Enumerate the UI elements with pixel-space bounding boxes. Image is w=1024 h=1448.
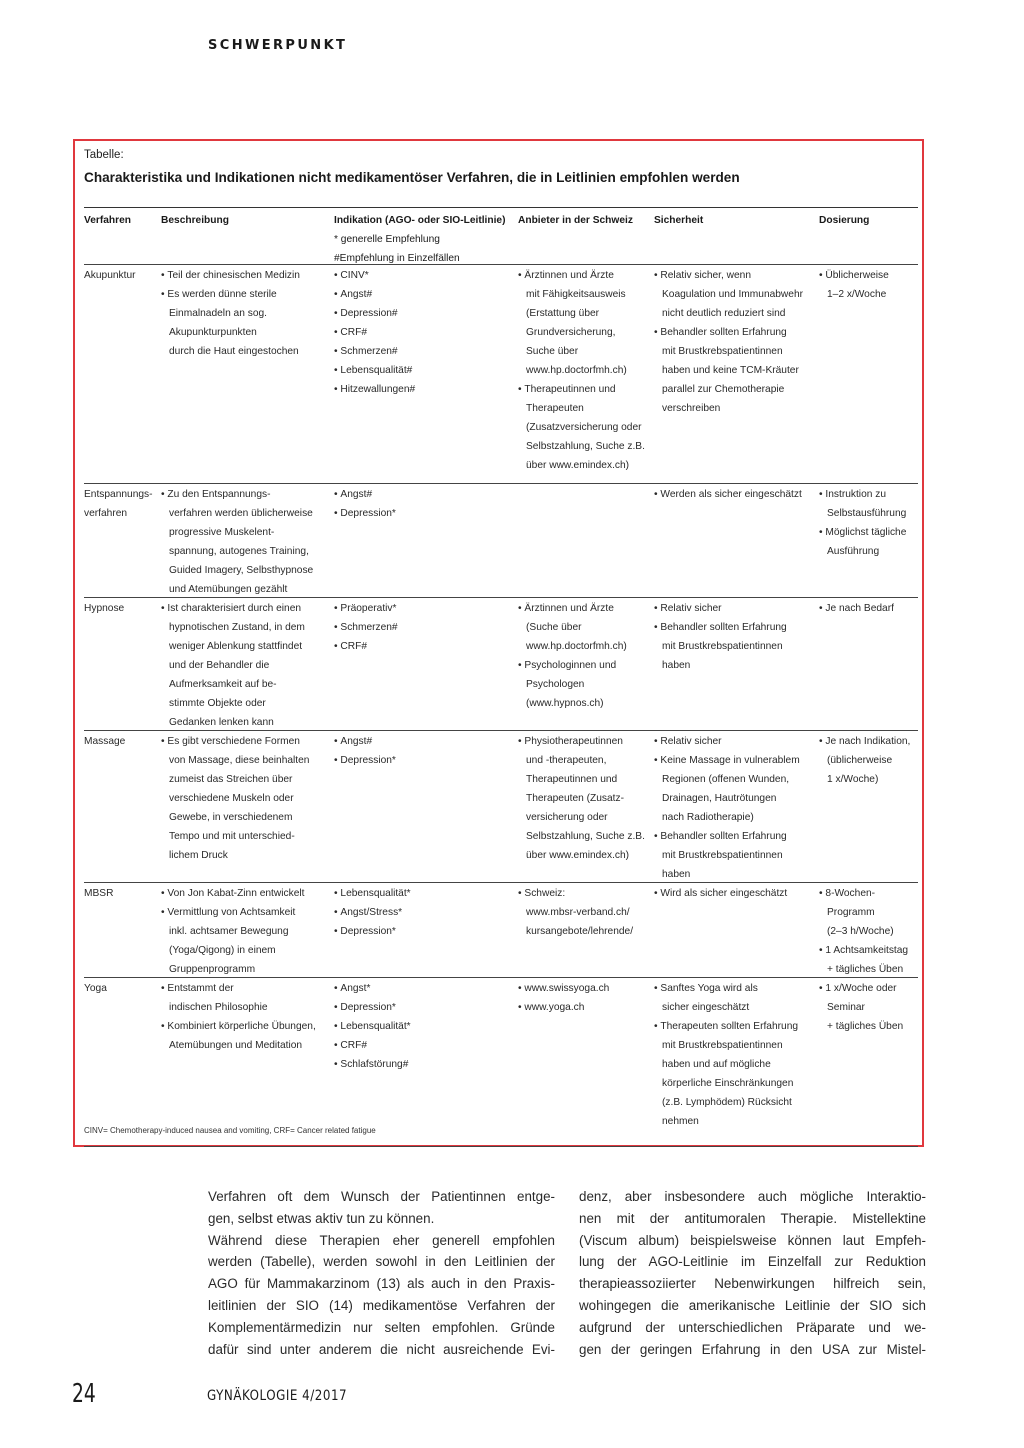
bullet-item bbox=[334, 979, 411, 998]
body-line: wohingegen die amerikanische Leitlinie der SIO sich bbox=[579, 1297, 926, 1313]
bullet-line: (Suche über bbox=[526, 622, 582, 633]
bullet-line: Atemübungen und Meditation bbox=[169, 1040, 303, 1051]
bullet-item bbox=[161, 485, 313, 599]
bullet-line: mit Fähigkeitsausweis bbox=[526, 289, 626, 300]
bullet-line: • CRF# bbox=[334, 323, 415, 342]
bullet-item bbox=[161, 266, 300, 285]
bullet-line: • Teil der chinesischen Medizin bbox=[161, 266, 300, 285]
indikation-note-general: * generelle Empfehlung bbox=[334, 234, 440, 245]
cell-indikation bbox=[334, 485, 396, 523]
bullet-line: • Sanftes Yoga wird als bbox=[654, 979, 798, 998]
bullet-line: • Zu den Entspannungs- bbox=[161, 485, 313, 504]
cell-dosierung bbox=[819, 979, 903, 1036]
bullet-item bbox=[334, 361, 415, 380]
bullet-line: nicht deutlich reduziert sind bbox=[662, 308, 786, 319]
cell-beschreibung bbox=[161, 599, 305, 732]
bullet-line: Regionen (offenen Wunden, bbox=[662, 774, 790, 785]
bullet-item bbox=[161, 903, 304, 979]
bullet-line: • Relativ sicher, wenn bbox=[654, 266, 803, 285]
bullet-line: von Massage, diese beinhalten bbox=[169, 755, 310, 766]
bullet-line: über www.emindex.ch) bbox=[526, 460, 630, 471]
cell-beschreibung bbox=[161, 732, 309, 865]
procedure-name: Hypnose bbox=[84, 603, 125, 614]
body-line: aufgrund der unterschiedlichen Präparate und we- bbox=[579, 1319, 926, 1335]
bullet-item bbox=[654, 732, 800, 751]
bullet-line: haben und keine TCM-Kräuter bbox=[662, 365, 799, 376]
bullet-line: Einmalnadeln an sog. bbox=[169, 308, 267, 319]
cell-verfahren bbox=[84, 979, 107, 998]
bullet-item bbox=[518, 266, 645, 380]
bullet-item bbox=[334, 285, 415, 304]
bullet-line: verfahren werden üblicherweise bbox=[169, 508, 313, 519]
col-header-verfahren: Verfahren bbox=[84, 215, 131, 226]
bullet-line: mit Brustkrebspatientinnen bbox=[662, 850, 783, 861]
bullet-line: • Behandler sollten Erfahrung bbox=[654, 323, 803, 342]
table-label: Tabelle: bbox=[84, 149, 124, 161]
body-line: AGO für Mammakarzinom (13) als auch in den Praxis- bbox=[208, 1276, 555, 1292]
body-line: gen, selbst etwas aktiv tun zu können. bbox=[208, 1210, 435, 1226]
bullet-line: • Üblicherweise bbox=[819, 266, 889, 285]
bullet-line: indischen Philosophie bbox=[169, 1002, 268, 1013]
bullet-item bbox=[161, 732, 309, 865]
bullet-line: • Psychologinnen und bbox=[518, 656, 627, 675]
bullet-line: und -therapeuten, bbox=[526, 755, 607, 766]
bullet-line: und Atemübungen gezählt bbox=[169, 584, 288, 595]
bullet-line: • Von Jon Kabat-Zinn entwickelt bbox=[161, 884, 304, 903]
cell-dosierung bbox=[819, 884, 908, 979]
cell-dosierung bbox=[819, 266, 889, 304]
bullet-item bbox=[334, 884, 411, 903]
bullet-item bbox=[334, 903, 411, 922]
procedure-name: Akupunktur bbox=[84, 270, 136, 281]
bullet-item bbox=[334, 1055, 411, 1074]
bullet-line: hypnotischen Zustand, in dem bbox=[169, 622, 305, 633]
bullet-item bbox=[819, 523, 906, 561]
bullet-item bbox=[654, 485, 802, 504]
bullet-line: • Schlafstörung# bbox=[334, 1055, 411, 1074]
bullet-line: • Angst# bbox=[334, 285, 415, 304]
bullet-line: (üblicherweise bbox=[827, 755, 893, 766]
journal-name: GYNÄKOLOGIE 4/2017 bbox=[207, 1388, 348, 1404]
bullet-line: spannung, autogenes Training, bbox=[169, 546, 309, 557]
procedure-name: MBSR bbox=[84, 888, 114, 899]
bullet-line: haben bbox=[662, 869, 691, 880]
bullet-line: www.mbsr-verband.ch/ bbox=[526, 907, 630, 918]
body-line: (Viscum album) beispielsweise können laut Empfeh- bbox=[579, 1232, 926, 1248]
bullet-line: • CINV* bbox=[334, 266, 415, 285]
bullet-line: • Angst/Stress* bbox=[334, 903, 411, 922]
cell-indikation bbox=[334, 266, 415, 399]
bullet-line: haben bbox=[662, 660, 691, 671]
bullet-line: kursangebote/lehrende/ bbox=[526, 926, 634, 937]
bullet-line: Grundversicherung, bbox=[526, 327, 616, 338]
bullet-line: • www.yoga.ch bbox=[518, 998, 609, 1017]
bullet-line: www.hp.doctorfmh.ch) bbox=[526, 365, 627, 376]
bullet-item bbox=[819, 485, 906, 523]
bullet-line: • Ist charakterisiert durch einen bbox=[161, 599, 305, 618]
bullet-item bbox=[654, 618, 787, 675]
bullet-line: Therapeuten bbox=[526, 403, 584, 414]
bullet-line: Seminar bbox=[827, 1002, 865, 1013]
body-line: werden (Tabelle), werden sowohl in den Leitlinien der bbox=[208, 1254, 555, 1270]
bullet-item bbox=[334, 304, 415, 323]
bullet-line: • Depression* bbox=[334, 751, 396, 770]
page-number: 24 bbox=[72, 1379, 96, 1409]
bullet-line: • Depression* bbox=[334, 504, 396, 523]
bullet-line: (Yoga/Qigong) in einem bbox=[169, 945, 276, 956]
bullet-line: • Je nach Indikation, bbox=[819, 732, 910, 751]
bullet-item bbox=[334, 504, 396, 523]
bullet-line: • Depression* bbox=[334, 922, 411, 941]
bullet-line: • www.swissyoga.ch bbox=[518, 979, 609, 998]
bullet-line: • Angst# bbox=[334, 732, 396, 751]
bullet-line: • Entstammt der bbox=[161, 979, 316, 998]
cell-verfahren bbox=[84, 732, 125, 751]
bullet-line: mit Brustkrebspatientinnen bbox=[662, 346, 783, 357]
row-rule bbox=[84, 977, 918, 978]
cell-anbieter bbox=[518, 979, 609, 1017]
bullet-line: • Es gibt verschiedene Formen bbox=[161, 732, 309, 751]
col-header-dosierung: Dosierung bbox=[819, 215, 870, 226]
body-column-left bbox=[208, 1186, 555, 1360]
bullet-line: • Behandler sollten Erfahrung bbox=[654, 618, 787, 637]
body-line: dafür sind unter anderem die nicht ausreichende Evi- bbox=[208, 1341, 555, 1357]
cell-sicherheit bbox=[654, 266, 803, 418]
cell-dosierung bbox=[819, 732, 910, 789]
bullet-line: Gruppenprogramm bbox=[169, 964, 256, 975]
bullet-item bbox=[518, 732, 645, 865]
procedure-name: Yoga bbox=[84, 983, 107, 994]
body-line: gen der geringen Erfahrung in den USA zur Mistel- bbox=[579, 1341, 926, 1357]
body-line: therapieassoziierter Nebenwirkungen hilfreich sein, bbox=[579, 1276, 926, 1292]
bullet-item bbox=[654, 884, 787, 903]
bullet-line: Programm bbox=[827, 907, 875, 918]
bullet-line: (2–3 h/Woche) bbox=[827, 926, 894, 937]
bullet-line: durch die Haut eingestochen bbox=[169, 346, 299, 357]
bullet-line: haben und auf mögliche bbox=[662, 1059, 771, 1070]
col-header-anbieter: Anbieter in der Schweiz bbox=[518, 215, 633, 226]
bullet-item bbox=[334, 751, 396, 770]
bullet-line: • Präoperativ* bbox=[334, 599, 398, 618]
bullet-item bbox=[334, 732, 396, 751]
bullet-item bbox=[334, 1017, 411, 1036]
body-line: nen mit der antitumoralen Therapie. Mistellektine bbox=[579, 1210, 926, 1226]
bullet-item bbox=[819, 884, 908, 941]
bullet-item bbox=[334, 599, 398, 618]
bullet-line: • Schweiz: bbox=[518, 884, 633, 903]
cell-beschreibung bbox=[161, 979, 316, 1055]
bullet-line: • Keine Massage in vulnerablem bbox=[654, 751, 800, 770]
cell-sicherheit bbox=[654, 884, 787, 903]
row-rule bbox=[84, 597, 918, 598]
bullet-line: (www.hypnos.ch) bbox=[526, 698, 604, 709]
bullet-item bbox=[161, 979, 316, 1017]
bullet-item bbox=[334, 380, 415, 399]
procedure-name: Massage bbox=[84, 736, 126, 747]
body-line: Während diese Therapien eher generell empfohlen bbox=[208, 1232, 555, 1248]
bullet-line: • 1 x/Woche oder bbox=[819, 979, 903, 998]
cell-indikation bbox=[334, 884, 411, 941]
cell-anbieter bbox=[518, 266, 645, 475]
bullet-line: • Ärztinnen und Ärzte bbox=[518, 266, 645, 285]
cell-verfahren bbox=[84, 884, 113, 903]
bullet-item bbox=[819, 979, 903, 1036]
bullet-item bbox=[161, 884, 304, 903]
col-header-sicherheit: Sicherheit bbox=[654, 215, 704, 226]
indikation-note-single: #Empfehlung in Einzelfällen bbox=[334, 253, 460, 264]
cell-indikation bbox=[334, 599, 398, 656]
bullet-item bbox=[518, 998, 609, 1017]
cell-anbieter bbox=[518, 732, 645, 865]
bullet-line: mit Brustkrebspatientinnen bbox=[662, 1040, 783, 1051]
bullet-line: • Wird als sicher eingeschätzt bbox=[654, 884, 787, 903]
bullet-line: • Lebensqualität# bbox=[334, 361, 415, 380]
bullet-line: Guided Imagery, Selbsthypnose bbox=[169, 565, 314, 576]
bullet-line: Therapeutinnen und bbox=[526, 774, 618, 785]
bullet-item bbox=[334, 618, 398, 637]
bullet-line: (z.B. Lymphödem) Rücksicht bbox=[662, 1097, 792, 1108]
cell-indikation bbox=[334, 732, 396, 770]
cell-sicherheit bbox=[654, 732, 800, 884]
bullet-line: • Physiotherapeutinnen bbox=[518, 732, 645, 751]
bullet-line: verschreiben bbox=[662, 403, 721, 414]
bullet-line: zumeist das Streichen über bbox=[169, 774, 293, 785]
body-column-right bbox=[579, 1186, 926, 1360]
bullet-item bbox=[161, 599, 305, 732]
cell-beschreibung bbox=[161, 884, 304, 979]
bullet-line: Therapeuten (Zusatz- bbox=[526, 793, 624, 804]
bullet-item bbox=[654, 827, 800, 884]
bullet-line: Gewebe, in verschiedenem bbox=[169, 812, 293, 823]
procedure-name: Entspannungs- bbox=[84, 489, 153, 500]
col-header-indikation bbox=[334, 211, 506, 268]
bullet-line: sicher eingeschätzt bbox=[662, 1002, 750, 1013]
bullet-line: progressive Muskelent- bbox=[169, 527, 275, 538]
bullet-line: körperliche Einschränkungen bbox=[662, 1078, 794, 1089]
bullet-line: • Werden als sicher eingeschätzt bbox=[654, 485, 802, 504]
cell-beschreibung bbox=[161, 266, 300, 361]
cell-anbieter bbox=[518, 884, 633, 941]
bullet-item bbox=[518, 599, 627, 656]
bullet-line: Drainagen, Hautrötungen bbox=[662, 793, 777, 804]
row-rule bbox=[84, 483, 918, 484]
cell-indikation bbox=[334, 979, 411, 1074]
bullet-line: 1–2 x/Woche bbox=[827, 289, 887, 300]
bullet-line: • Kombiniert körperliche Übungen, bbox=[161, 1017, 316, 1036]
bullet-line: • Schmerzen# bbox=[334, 342, 415, 361]
bullet-line: Selbstausführung bbox=[827, 508, 907, 519]
bullet-line: weniger Ablenkung stattfindet bbox=[169, 641, 303, 652]
bullet-item bbox=[819, 599, 894, 618]
bullet-item bbox=[518, 656, 627, 713]
bullet-item bbox=[654, 323, 803, 418]
bullet-line: • CRF# bbox=[334, 637, 398, 656]
bullet-line: inkl. achtsamer Bewegung bbox=[169, 926, 289, 937]
bullet-line: www.hp.doctorfmh.ch) bbox=[526, 641, 627, 652]
bullet-item bbox=[334, 637, 398, 656]
bullet-line: • Angst* bbox=[334, 979, 411, 998]
cell-beschreibung bbox=[161, 485, 313, 599]
bullet-line: • Therapeuten sollten Erfahrung bbox=[654, 1017, 798, 1036]
bullet-line: (Zusatzversicherung oder bbox=[526, 422, 642, 433]
bullet-item bbox=[654, 751, 800, 827]
bullet-line: • Depression# bbox=[334, 304, 415, 323]
bullet-line: Psychologen bbox=[526, 679, 585, 690]
bullet-line: parallel zur Chemotherapie bbox=[662, 384, 785, 395]
bullet-item bbox=[518, 979, 609, 998]
bullet-item bbox=[161, 1017, 316, 1055]
bullet-item bbox=[654, 1017, 798, 1131]
bullet-line: mit Brustkrebspatientinnen bbox=[662, 641, 783, 652]
bullet-line: • Angst# bbox=[334, 485, 396, 504]
bullet-line: • Ärztinnen und Ärzte bbox=[518, 599, 627, 618]
table-box bbox=[73, 139, 924, 1147]
bullet-item bbox=[334, 323, 415, 342]
bullet-item bbox=[518, 380, 645, 475]
bullet-line: Selbstzahlung, Suche z.B. bbox=[526, 831, 645, 842]
cell-sicherheit bbox=[654, 485, 802, 504]
bullet-line: • Lebensqualität* bbox=[334, 884, 411, 903]
bullet-item bbox=[654, 599, 787, 618]
cell-dosierung bbox=[819, 485, 906, 561]
bullet-line: • Instruktion zu bbox=[819, 485, 906, 504]
table-title: Charakteristika und Indikationen nicht medikamentöser Verfahren, die in Leitlinien empfohlen werden bbox=[84, 170, 740, 185]
bullet-line: • 8-Wochen- bbox=[819, 884, 908, 903]
bullet-line: • Relativ sicher bbox=[654, 732, 800, 751]
bullet-line: • Lebensqualität* bbox=[334, 1017, 411, 1036]
cell-verfahren bbox=[84, 485, 153, 523]
bullet-line: • Depression* bbox=[334, 998, 411, 1017]
bullet-item bbox=[819, 941, 908, 979]
body-line: Verfahren oft dem Wunsch der Patientinnen entge- bbox=[208, 1189, 555, 1204]
bullet-line: und der Behandler die bbox=[169, 660, 270, 671]
bullet-item bbox=[819, 266, 889, 304]
bullet-line: verschiedene Muskeln oder bbox=[169, 793, 294, 804]
cell-verfahren bbox=[84, 599, 124, 618]
bullet-line: stimmte Objekte oder bbox=[169, 698, 266, 709]
bullet-line: 1 x/Woche) bbox=[827, 774, 879, 785]
bullet-item bbox=[819, 732, 910, 789]
bullet-line: • Therapeutinnen und bbox=[518, 380, 645, 399]
row-rule bbox=[84, 882, 918, 883]
bullet-line: • Behandler sollten Erfahrung bbox=[654, 827, 800, 846]
bullet-line: + tägliches Üben bbox=[827, 1021, 904, 1032]
bullet-line: • CRF# bbox=[334, 1036, 411, 1055]
bullet-line: über www.emindex.ch) bbox=[526, 850, 630, 861]
bullet-item bbox=[161, 285, 300, 361]
header-rule bbox=[84, 207, 918, 208]
bullet-line: Koagulation und Immunabwehr bbox=[662, 289, 804, 300]
cell-anbieter bbox=[518, 599, 627, 713]
table-end-rule bbox=[84, 1146, 918, 1147]
col-header-beschreibung: Beschreibung bbox=[161, 215, 229, 226]
cell-sicherheit bbox=[654, 599, 787, 675]
bullet-line: • Möglichst tägliche bbox=[819, 523, 906, 542]
bullet-line: • Hitzewallungen# bbox=[334, 380, 415, 399]
bullet-item bbox=[334, 1036, 411, 1055]
bullet-item bbox=[334, 342, 415, 361]
cell-sicherheit bbox=[654, 979, 798, 1131]
bullet-item bbox=[654, 979, 798, 1017]
bullet-line: • 1 Achtsamkeitstag bbox=[819, 941, 908, 960]
row-rule bbox=[84, 730, 918, 731]
bullet-line: Selbstzahlung, Suche z.B. bbox=[526, 441, 645, 452]
bullet-item bbox=[654, 266, 803, 323]
bullet-line: + tägliches Üben bbox=[827, 964, 904, 975]
bullet-line: Gedanken lenken kann bbox=[169, 717, 274, 728]
bullet-line: • Es werden dünne sterile bbox=[161, 285, 300, 304]
bullet-line: Ausführung bbox=[827, 546, 880, 557]
bullet-line: nehmen bbox=[662, 1116, 699, 1127]
bullet-line: nach Radiotherapie) bbox=[662, 812, 754, 823]
bullet-line: • Vermittlung von Achtsamkeit bbox=[161, 903, 304, 922]
bullet-line: (Erstattung über bbox=[526, 308, 600, 319]
bullet-line: Tempo und mit unterschied- bbox=[169, 831, 295, 842]
bullet-item bbox=[334, 266, 415, 285]
bullet-line: Akupunkturpunkten bbox=[169, 327, 257, 338]
bullet-item bbox=[334, 485, 396, 504]
body-line: denz, aber insbesondere auch mögliche Interaktio- bbox=[579, 1189, 926, 1204]
table-footnote: CINV= Chemotherapy-induced nausea and vomiting, CRF= Cancer related fatigue bbox=[84, 1126, 376, 1135]
body-line: leitlinien der SIO (14) medikamentöse Verfahren der bbox=[208, 1297, 555, 1313]
bullet-line: versicherung oder bbox=[526, 812, 608, 823]
col-header-indikation-label: Indikation (AGO- oder SIO-Leitlinie) bbox=[334, 215, 506, 226]
cell-dosierung bbox=[819, 599, 894, 618]
bullet-item bbox=[334, 998, 411, 1017]
row-rule bbox=[84, 264, 918, 265]
cell-verfahren bbox=[84, 266, 136, 285]
section-header: SCHWERPUNKT bbox=[208, 38, 348, 53]
bullet-line: • Relativ sicher bbox=[654, 599, 787, 618]
bullet-line: Suche über bbox=[526, 346, 579, 357]
body-line: Komplementärmedizin nur selten empfohlen. Gründe bbox=[208, 1319, 555, 1335]
bullet-item bbox=[518, 884, 633, 941]
body-line: lung der AGO-Leitlinie im Einzelfall zur Reduktion bbox=[579, 1254, 926, 1270]
bullet-line: lichem Druck bbox=[169, 850, 228, 861]
bullet-line: • Schmerzen# bbox=[334, 618, 398, 637]
bullet-item bbox=[334, 922, 411, 941]
bullet-line: • Je nach Bedarf bbox=[819, 599, 894, 618]
procedure-name: verfahren bbox=[84, 508, 128, 519]
bullet-line: Aufmerksamkeit auf be- bbox=[169, 679, 277, 690]
